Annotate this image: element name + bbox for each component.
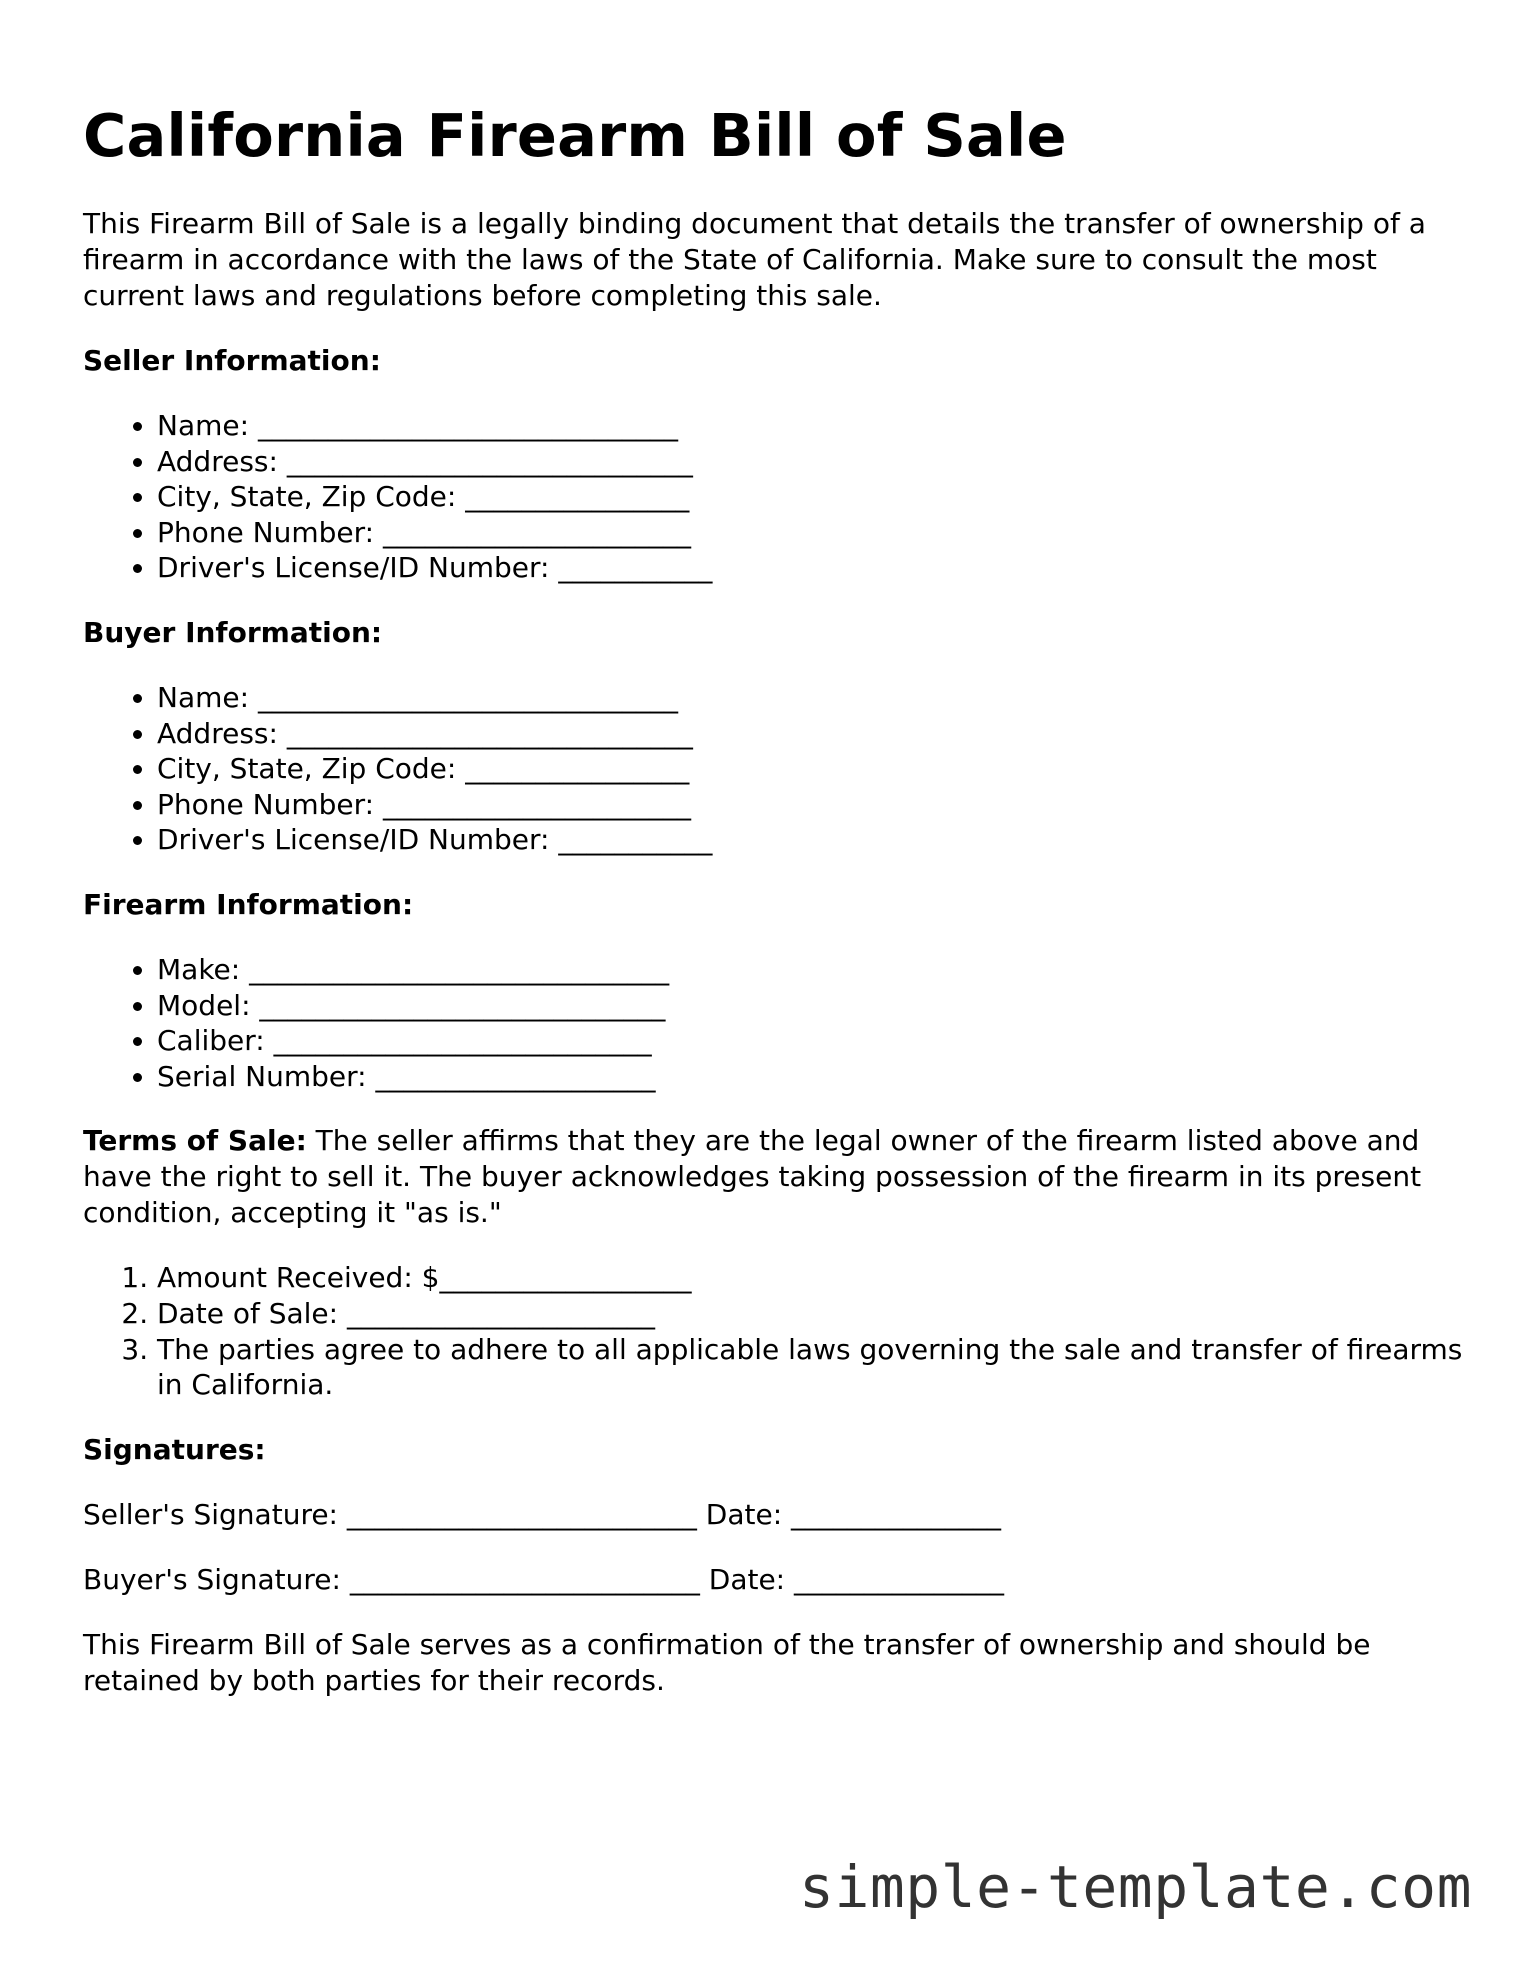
buyer-list — [83, 680, 1463, 858]
buyer-name-field: • Name: ______________________________ — [157, 680, 1463, 716]
firearm-make-field: • Make: ______________________________ — [157, 952, 1463, 988]
seller-name-field: • Name: ______________________________ — [157, 408, 1463, 444]
buyer-signature-line: Buyer's Signature: _________________________ Date: _______________ — [83, 1562, 1005, 1596]
terms-label: Terms of Sale: — [83, 1124, 307, 1158]
seller-heading: Seller Information: — [83, 344, 381, 377]
date-of-sale-field: 2. Date of Sale: ______________________ — [157, 1296, 1463, 1332]
legal-compliance-item: 3. The parties agree to adhere to all applicable laws governing the sale and transfer of firearms in California. — [157, 1332, 1463, 1403]
seller-phone-field: • Phone Number: ______________________ — [157, 515, 1463, 551]
terms-list — [83, 1260, 1463, 1402]
buyer-phone-field: • Phone Number: ______________________ — [157, 787, 1463, 823]
buyer-city-state-zip-field: • City, State, Zip Code: ________________ — [157, 751, 1463, 787]
seller-list — [83, 408, 1463, 586]
firearm-caliber-field: • Caliber: ___________________________ — [157, 1023, 1463, 1059]
buyer-license-field: • Driver's License/ID Number: ___________ — [157, 822, 1463, 858]
document-title: California Firearm Bill of Sale — [83, 101, 1067, 170]
terms-paragraph — [83, 1123, 1463, 1231]
intro-paragraph: This Firearm Bill of Sale is a legally binding document that details the transfer of ownership of a firearm in accordance with the laws of the State of California. Make sure to consult the most current laws and regulations before completing this sale. — [83, 207, 1426, 312]
seller-address-field: • Address: _____________________________ — [157, 444, 1463, 480]
firearm-list — [83, 952, 1463, 1094]
buyer-address-field: • Address: _____________________________ — [157, 716, 1463, 752]
document-page — [83, 100, 1463, 1699]
closing-paragraph: This Firearm Bill of Sale serves as a confirmation of the transfer of ownership and should be retained by both parties for their records. — [83, 1627, 1371, 1697]
amount-received-field: 1. Amount Received: $__________________ — [157, 1260, 1463, 1296]
firearm-heading: Firearm Information: — [83, 887, 414, 921]
buyer-heading: Buyer Information: — [83, 615, 383, 649]
firearm-serial-field: • Serial Number: ____________________ — [157, 1059, 1463, 1095]
terms-text: The seller affirms that they are the legal owner of the firearm listed above and have the right to sell it. The buyer acknowledges taking possession of the firearm in its present condition, accepting it "as is." — [83, 1124, 1422, 1230]
seller-signature-line: Seller's Signature: _________________________ Date: _______________ — [83, 1497, 1002, 1531]
seller-city-state-zip-field: • City, State, Zip Code: ________________ — [157, 479, 1463, 515]
signatures-heading: Signatures: — [83, 1432, 266, 1466]
watermark: simple-template.com — [799, 1853, 1472, 1921]
seller-license-field: • Driver's License/ID Number: ___________ — [157, 550, 1463, 586]
firearm-model-field: • Model: _____________________________ — [157, 988, 1463, 1024]
